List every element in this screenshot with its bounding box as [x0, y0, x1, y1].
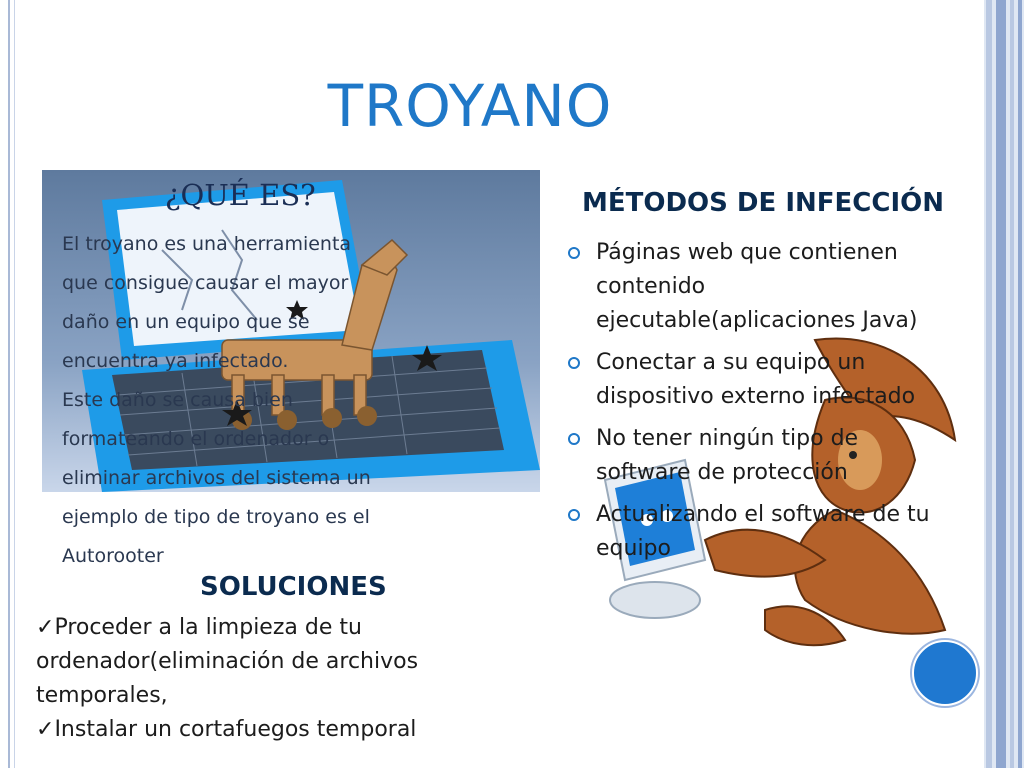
bullet-icon	[568, 357, 580, 369]
description-line: Autorooter	[62, 545, 164, 567]
method-item	[566, 346, 956, 414]
description-line: El troyano es una herramienta	[62, 233, 352, 255]
check-icon: ✓	[36, 615, 55, 640]
decorative-circle	[912, 640, 978, 706]
right-decorative-band	[984, 0, 1024, 768]
description-line: eliminar archivos del sistema un	[62, 467, 371, 489]
soluciones-list	[36, 611, 496, 747]
method-item	[566, 236, 956, 338]
description-line: daño en un equipo que se	[62, 311, 310, 333]
solution-text: Proceder a la limpieza de tu ordenador(eliminación de archivos temporales,	[36, 615, 419, 708]
description-line: formateando el ordenador o	[62, 428, 330, 450]
method-text: Actualizando el software de tu equipo	[596, 502, 930, 561]
description-line: Este daño se causa bien	[62, 389, 293, 411]
soluciones-heading: SOLUCIONES	[200, 572, 387, 602]
metodos-list	[566, 236, 956, 574]
method-text: Páginas web que contienen contenido ejecutable(aplicaciones Java)	[596, 240, 918, 333]
bullet-icon	[568, 433, 580, 445]
solution-text: Instalar un cortafuegos temporal	[54, 717, 417, 742]
method-text: No tener ningún tipo de software de protección	[596, 426, 859, 485]
description-line: que consigue causar el mayor	[62, 272, 349, 294]
solution-item	[36, 611, 496, 713]
method-item	[566, 498, 956, 566]
metodos-heading: MÉTODOS DE INFECCIÓN	[582, 188, 944, 218]
description-line: ejemplo de tipo de troyano es el	[62, 506, 370, 528]
que-es-heading: ¿QUÉ ES?	[165, 178, 316, 212]
que-es-description	[62, 225, 422, 576]
description-line: encuentra ya infectado.	[62, 350, 289, 372]
solution-item	[36, 713, 496, 747]
method-text: Conectar a su equipo un dispositivo externo infectado	[596, 350, 916, 409]
slide-title: TROYANO	[327, 72, 613, 140]
bullet-icon	[568, 247, 580, 259]
method-item	[566, 422, 956, 490]
check-icon: ✓	[36, 717, 55, 742]
bullet-icon	[568, 509, 580, 521]
